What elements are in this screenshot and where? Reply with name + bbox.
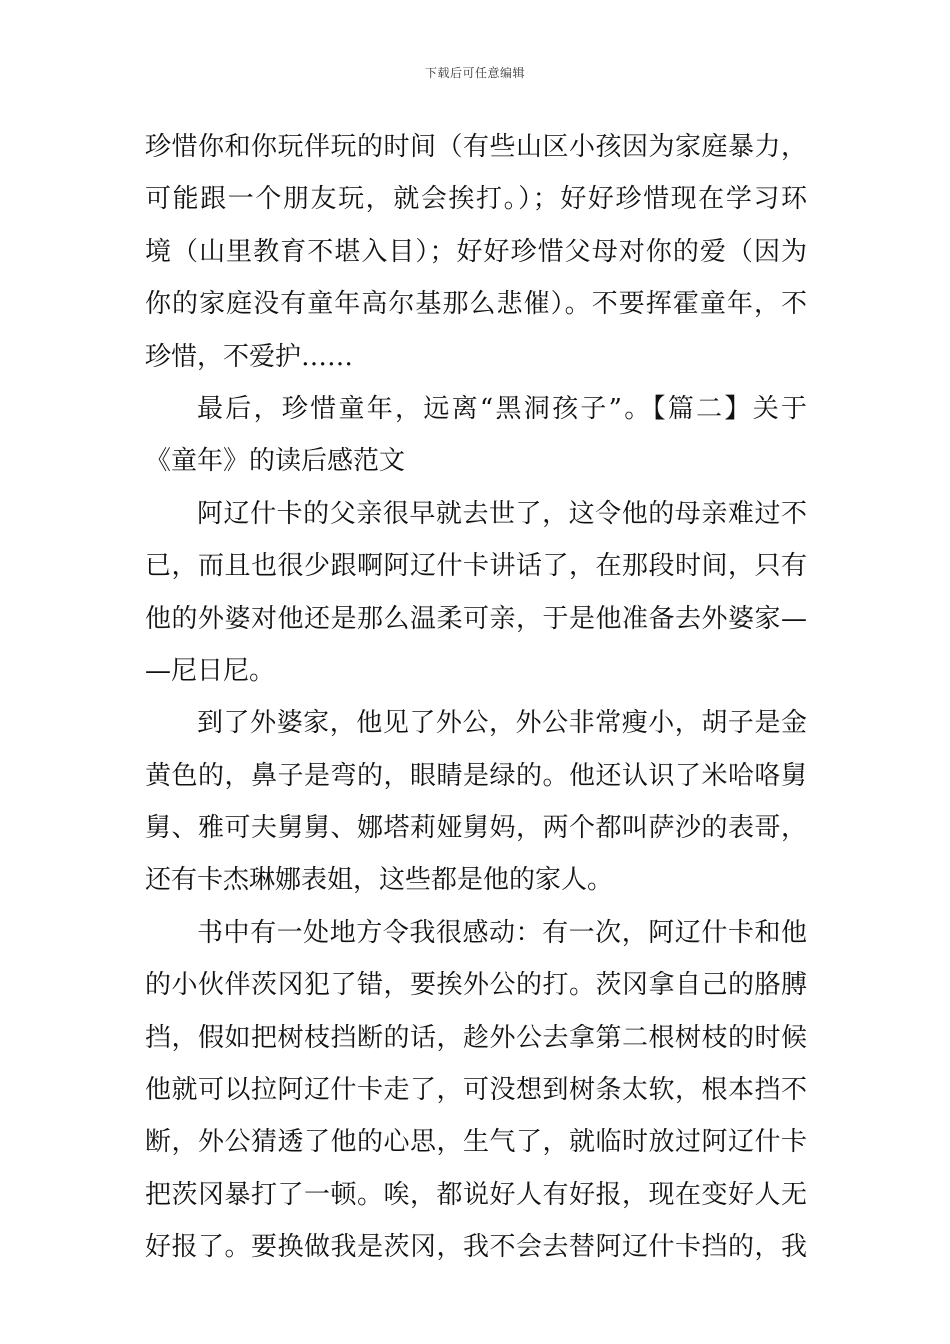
text-line: 舅、雅可夫舅舅、娜塔莉娅舅妈，两个都叫萨沙的表哥， <box>145 813 807 844</box>
text-line: —尼日尼。 <box>145 655 276 686</box>
text-line: 珍惜你和你玩伴玩的时间（有些山区小孩因为家庭暴力， <box>145 132 807 162</box>
text-line: 的小伙伴茨冈犯了错，要挨外公的打。茨冈拿自己的胳膊 <box>145 970 807 1001</box>
document-body <box>145 121 807 1274</box>
text-line: 把茨冈暴打了一顿。唉，都说好人有好报，现在变好人无 <box>145 1179 807 1210</box>
text-line: 断，外公猜透了他的心思，生气了，就临时放过阿辽什卡 <box>145 1127 807 1158</box>
paragraph-start-line: 最后，珍惜童年，远离“黑洞孩子”。【篇二】关于 <box>197 393 807 424</box>
paragraph-start-line: 到了外婆家，他见了外公，外公非常瘦小，胡子是金 <box>197 708 807 739</box>
text-line: 已，而且也很少跟啊阿辽什卡讲话了，在那段时间，只有 <box>145 551 807 582</box>
text-line: 挡，假如把树枝挡断的话，趁外公去拿第二根树枝的时候 <box>145 1022 807 1053</box>
text-line: 可能跟一个朋友玩，就会挨打。）；好好珍惜现在学习环 <box>145 184 807 215</box>
text-line: 珍惜，不爱护…… <box>145 341 354 372</box>
paragraph-start-line: 书中有一处地方令我很感动：有一次，阿辽什卡和他 <box>197 917 807 948</box>
text-line: 好报了。要换做我是茨冈，我不会去替阿辽什卡挡的，我 <box>145 1232 807 1263</box>
text-line: 还有卡杰琳娜表姐，这些都是他的家人。 <box>145 865 614 896</box>
text-line: 黄色的，鼻子是弯的，眼睛是绿的。他还认识了米哈咯舅 <box>145 760 807 791</box>
text-line: 他就可以拉阿辽什卡走了，可没想到树条太软，根本挡不 <box>145 1075 807 1106</box>
text-line: 境（山里教育不堪入目）；好好珍惜父母对你的爱（因为 <box>145 236 807 267</box>
text-line: 《童年》的读后感范文 <box>145 446 406 477</box>
paragraph-start-line: 阿辽什卡的父亲很早就去世了，这令他的母亲难过不 <box>197 498 807 529</box>
text-line: 你的家庭没有童年高尔基那么悲催）。不要挥霍童年，不 <box>145 289 807 320</box>
page-header: 下载后可任意编辑 <box>424 66 525 80</box>
text-line: 他的外婆对他还是那么温柔可亲，于是他准备去外婆家— <box>145 603 807 634</box>
